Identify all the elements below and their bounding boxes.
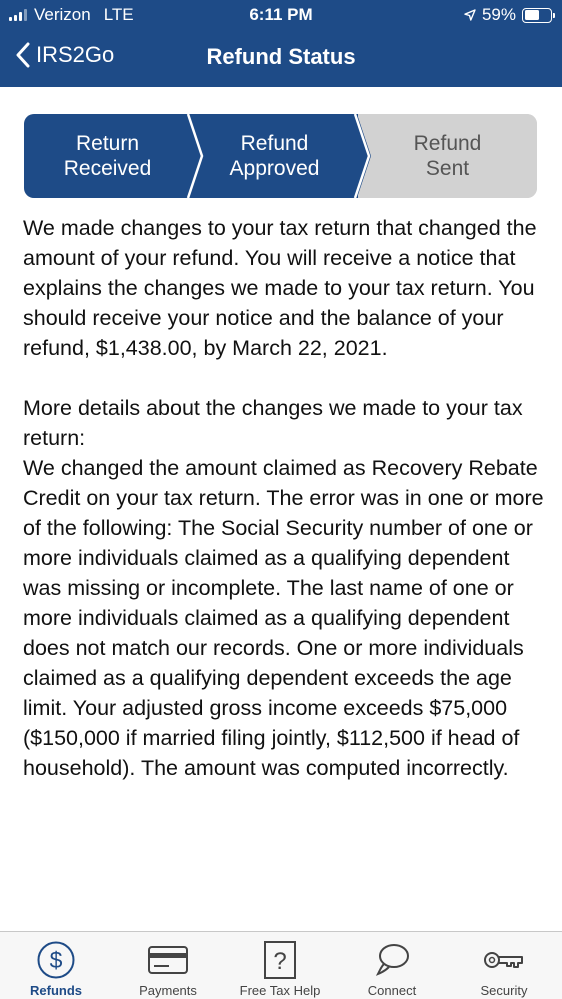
- step-label-line1: Return: [75, 132, 140, 155]
- tab-free-tax-help[interactable]: [224, 932, 336, 999]
- step-separator-chevron: [351, 114, 375, 198]
- tab-connect[interactable]: [336, 932, 448, 999]
- tab-label: Connect: [367, 983, 417, 998]
- battery-percent: 59%: [481, 5, 516, 24]
- details-heading: More details about the changes we made to your tax return:: [23, 396, 523, 450]
- header-area: [0, 0, 562, 87]
- details-body: We changed the amount claimed as Recovery Rebate Credit on your tax return. The error was in one or more of the following: The Social Security number of one or more individuals claimed as a qualifying dependent was missing or incomplete. The last name of one or more individuals claimed as a qualifying dependent does not match our records. One or more individuals claimed as a qualifying dependent exceeds the age limit. Your adjusted gross income exceeds $75,000 ($150,000 if married filing jointly, $112,500 if head of household). The amount was computed incorrectly.: [23, 456, 544, 780]
- tab-label: Payments: [139, 983, 197, 998]
- carrier-label: Verizon: [34, 5, 91, 24]
- svg-text:$: $: [49, 947, 63, 973]
- step-label-line2: Sent: [425, 157, 470, 180]
- key-icon: [482, 947, 526, 973]
- network-label: LTE: [103, 5, 134, 24]
- clock: 6:11 PM: [249, 5, 313, 24]
- tab-label: Security: [480, 983, 528, 998]
- svg-text:?: ?: [273, 948, 287, 975]
- credit-card-icon: [147, 944, 189, 976]
- battery-icon: [522, 8, 552, 23]
- back-label: IRS2Go: [36, 42, 115, 67]
- tab-bar: [0, 931, 562, 999]
- battery-info: [464, 5, 552, 25]
- tab-label: Free Tax Help: [239, 983, 321, 998]
- page-title: Refund Status: [206, 44, 356, 69]
- status-bar: [0, 0, 562, 30]
- step-label-line1: Refund: [413, 132, 482, 155]
- tab-refunds[interactable]: [0, 932, 112, 999]
- step-label-line2: Approved: [229, 157, 320, 180]
- tab-security[interactable]: [448, 932, 560, 999]
- step-return-received: [24, 114, 191, 198]
- tab-payments[interactable]: [112, 932, 224, 999]
- step-label-line1: Refund: [240, 132, 309, 155]
- speech-bubbles-icon: [372, 940, 412, 980]
- step-label-line2: Received: [63, 157, 152, 180]
- dollar-circle-icon: [36, 940, 76, 980]
- nav-bar: [0, 30, 562, 87]
- step-refund-approved: [191, 114, 358, 198]
- step-separator-chevron: [184, 114, 208, 198]
- refund-progress-tracker: [24, 114, 537, 198]
- tab-label: Refunds: [30, 983, 82, 998]
- step-refund-sent: [358, 114, 537, 198]
- refund-status-message: [23, 213, 545, 783]
- question-document-icon: [263, 940, 297, 980]
- status-paragraph: We made changes to your tax return that changed the amount of your refund. You will receive a notice that explains the changes we made to your tax return. You should receive your notice and the balance of your refund, $1,438.00, by March 22, 2021.: [23, 216, 537, 360]
- location-arrow-icon: [464, 9, 476, 21]
